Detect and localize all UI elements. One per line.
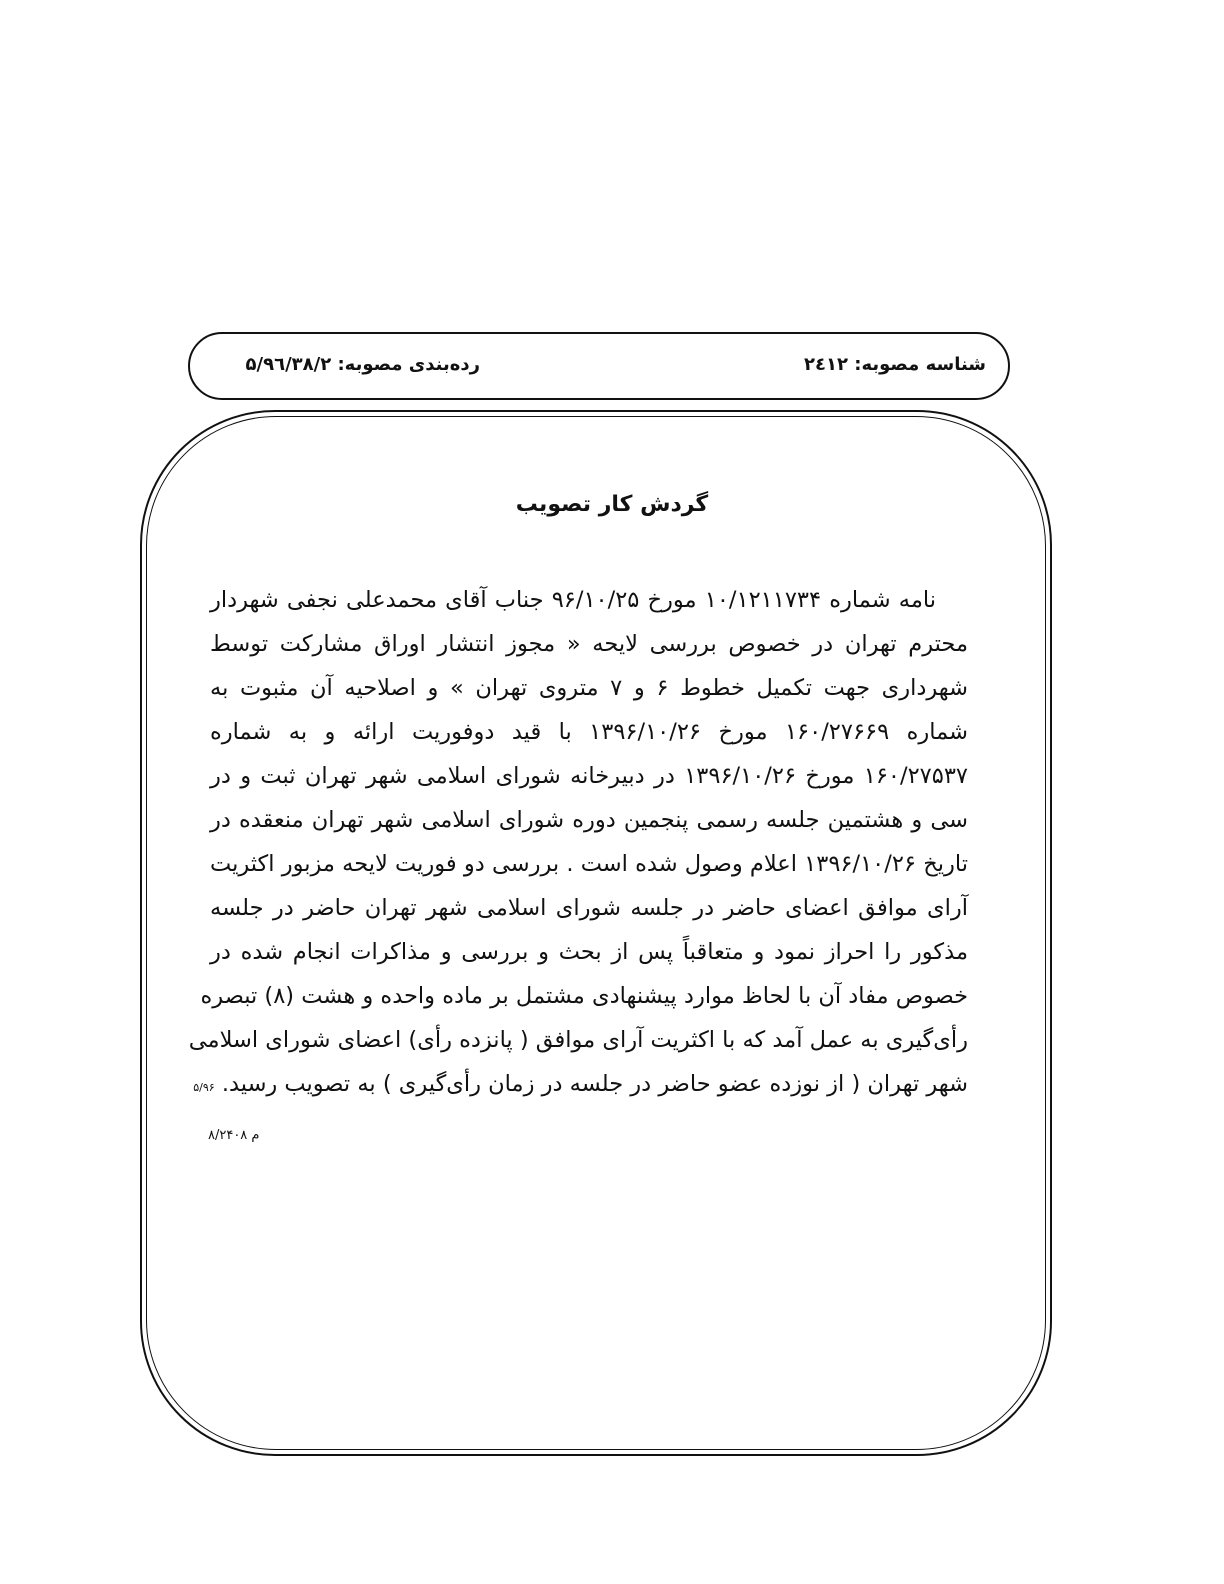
approval-body [188, 578, 968, 1106]
page-title: گردش کار تصویب [515, 492, 709, 517]
body-line: رأی‌گیری به عمل آمد که با اکثریت آرای موافق ( پانزده رأی) اعضای شورای اسلامی [188, 1027, 968, 1053]
body-line: شهر تهران ( از نوزده عضو حاضر در جلسه در زمان رأی‌گیری ) به تصویب رسید. [221, 1071, 968, 1097]
approval-classification: رده‌بندی مصوبه: ۵/۹٦/۳۸/۲ [245, 354, 480, 375]
body-line: مذکور را احراز نمود و متعاقباً پس از بحث و بررسی و مذاکرات انجام شده در [210, 939, 968, 965]
body-line-last [193, 1062, 968, 1106]
body-line: تاریخ ۱۳۹۶/۱۰/۲۶ اعلام وصول شده است . بررسی دو فوریت لایحه مزبور اکثریت [210, 851, 968, 877]
approval-id: شناسه مصوبه: ۲٤۱۲ [804, 354, 986, 375]
reference-number: م ۸/۲۴۰۸ [208, 1128, 260, 1143]
body-line: محترم تهران در خصوص بررسی لایحه « مجوز انتشار اوراق مشارکت توسط [210, 631, 968, 657]
body-line: ۱۶۰/۲۷۵۳۷ مورخ ۱۳۹۶/۱۰/۲۶ در دبیرخانه شورای اسلامی شهر تهران ثبت و در [210, 763, 968, 789]
body-line: نامه شماره ۱۰/۱۲۱۱۷۳۴ مورخ ۹۶/۱۰/۲۵ جناب آقای محمدعلی نجفی شهردار [210, 587, 936, 613]
approval-header-box [188, 332, 1010, 400]
body-line: خصوص مفاد آن با لحاظ موارد پیشنهادی مشتمل بر ماده واحده و هشت (۸) تبصره [200, 983, 968, 1009]
body-line: سی و هشتمین جلسه رسمی پنجمین دوره شورای اسلامی شهر تهران منعقده در [210, 807, 968, 833]
body-line: شهرداری جهت تکمیل خطوط ۶ و ۷ متروی تهران » و اصلاحیه آن مثبوت به [210, 675, 968, 701]
line-suffix: ۵/۹۶ [193, 1081, 215, 1094]
body-line: آرای موافق اعضای حاضر در جلسه شورای اسلامی شهر تهران حاضر در جلسه [210, 895, 968, 921]
body-line: شماره ۱۶۰/۲۷۶۶۹ مورخ ۱۳۹۶/۱۰/۲۶ با قید دوفوریت ارائه و به شماره [210, 719, 968, 745]
